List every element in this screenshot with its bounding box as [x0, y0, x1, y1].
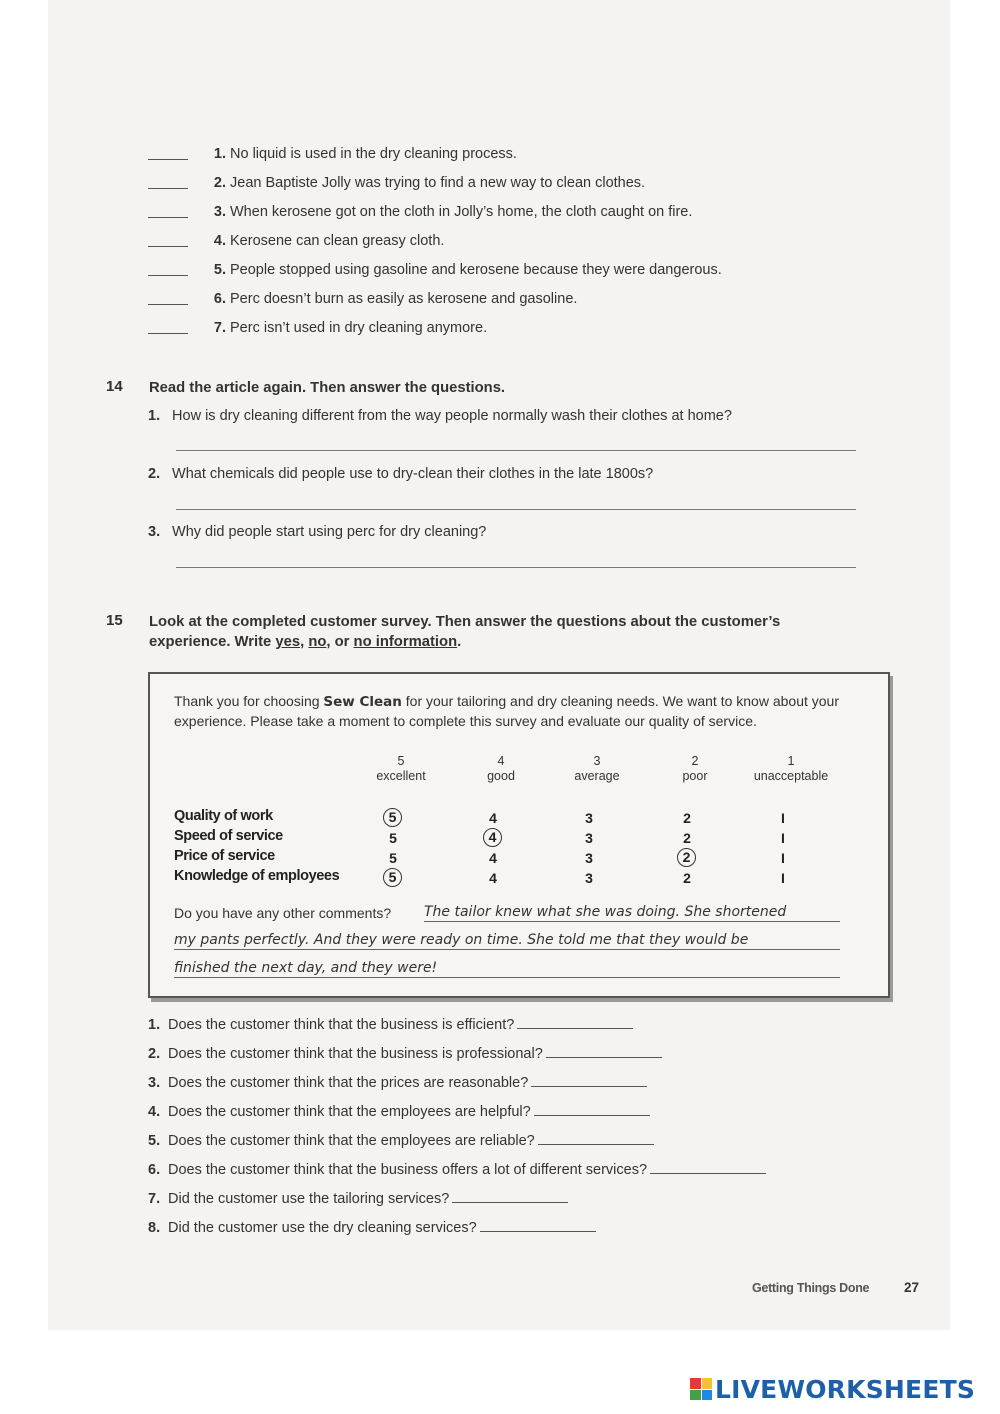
- answer-line-q2[interactable]: [176, 509, 856, 510]
- handwritten-comment-line: my pants perfectly. And they were ready on time. She told me that they would be: [174, 932, 840, 950]
- logo-tile: [702, 1390, 713, 1401]
- rating-value: 2: [683, 830, 691, 846]
- scale-header: 3 average: [574, 754, 620, 783]
- rating-value: 3: [585, 830, 593, 846]
- rating-value: 3: [585, 850, 593, 866]
- answer-blank[interactable]: [546, 1045, 662, 1058]
- rating-value: I: [781, 830, 785, 846]
- tf-answer-blank[interactable]: [148, 246, 188, 247]
- criterion-label: Price of service: [174, 848, 275, 864]
- section-15-instruction: Look at the completed customer survey. Then answer the questions about the customer’s experience. Write yes, no, or no information.: [149, 614, 781, 650]
- brand-name: Sew Clean: [323, 694, 402, 710]
- footer-unit-title: Getting Things Done: [752, 1281, 870, 1295]
- page-number: 27: [904, 1280, 920, 1295]
- rating-value: I: [781, 870, 785, 886]
- logo-tile: [690, 1378, 701, 1389]
- handwritten-comment-line: finished the next day, and they were!: [174, 960, 840, 978]
- survey-question: 3. Does the customer think that the prices are reasonable?: [148, 1074, 647, 1091]
- scale-header: 2 poor: [682, 754, 708, 783]
- liveworksheets-logo: [690, 1374, 975, 1404]
- survey-question: 1. Does the customer think that the business is efficient?: [148, 1016, 633, 1033]
- section-15-number: 15: [106, 612, 123, 629]
- tf-answer-blank[interactable]: [148, 188, 188, 189]
- criterion-label: Quality of work: [174, 808, 273, 824]
- survey-question: 7. Did the customer use the tailoring services?: [148, 1190, 568, 1207]
- answer-line-q3[interactable]: [176, 567, 856, 568]
- tf-answer-blank[interactable]: [148, 159, 188, 160]
- selected-rating: 4: [483, 828, 502, 847]
- rating-value: 4: [489, 810, 497, 826]
- survey-question: 8. Did the customer use the dry cleaning services?: [148, 1219, 596, 1236]
- survey-intro: Thank you for choosing Sew Clean for your tailoring and dry cleaning needs. We want to know about your experience. Please take a moment to complete this survey and evaluate our quality of service.: [174, 693, 839, 729]
- answer-blank[interactable]: [517, 1016, 633, 1029]
- rating-value: 4: [489, 850, 497, 866]
- rating-value: 4: [489, 870, 497, 886]
- answer-blank[interactable]: [452, 1190, 568, 1203]
- criterion-label: Knowledge of employees: [174, 868, 340, 884]
- tf-answer-blank[interactable]: [148, 217, 188, 218]
- answer-blank[interactable]: [650, 1161, 766, 1174]
- rating-value: 5: [389, 830, 397, 846]
- rating-value: 5: [389, 850, 397, 866]
- rating-value: I: [781, 810, 785, 826]
- scale-header: 4 good: [487, 754, 515, 783]
- survey-question: 4. Does the customer think that the employees are helpful?: [148, 1103, 650, 1120]
- answer-blank[interactable]: [531, 1074, 647, 1087]
- rating-value: 3: [585, 810, 593, 826]
- rating-value: 2: [683, 810, 691, 826]
- selected-rating: 2: [677, 848, 696, 867]
- section-14-number: 14: [106, 378, 123, 395]
- survey-question: 6. Does the customer think that the business offers a lot of different services?: [148, 1161, 766, 1178]
- comments-label: Do you have any other comments?: [174, 905, 392, 921]
- section-14-instruction: Read the article again. Then answer the questions.: [149, 380, 506, 396]
- logo-tile: [702, 1378, 713, 1389]
- tf-answer-blank[interactable]: [148, 333, 188, 334]
- survey-question: 5. Does the customer think that the employees are reliable?: [148, 1132, 654, 1149]
- liveworksheets-wordmark: LIVEWORKSHEETS: [715, 1374, 976, 1404]
- tf-answer-blank[interactable]: [148, 275, 188, 276]
- answer-blank[interactable]: [538, 1132, 654, 1145]
- worksheet-page: [48, 0, 950, 1330]
- rating-value: 3: [585, 870, 593, 886]
- answer-blank[interactable]: [480, 1219, 596, 1232]
- scale-header: 5 excellent: [376, 754, 426, 783]
- selected-rating: 5: [383, 868, 402, 887]
- scale-header: 1 unacceptable: [753, 754, 829, 783]
- answer-line-q1[interactable]: [176, 450, 856, 451]
- answer-blank[interactable]: [534, 1103, 650, 1116]
- selected-rating: 5: [383, 808, 402, 827]
- section-14-question: 1. How is dry cleaning different from the way people normally wash their clothes at home?: [148, 408, 732, 424]
- tf-answer-blank[interactable]: [148, 304, 188, 305]
- logo-tile: [690, 1390, 701, 1401]
- survey-question: 2. Does the customer think that the business is professional?: [148, 1045, 662, 1062]
- rating-value: 2: [683, 870, 691, 886]
- section-14-question: 3. Why did people start using perc for dry cleaning?: [148, 524, 487, 540]
- section-14-question: 2. What chemicals did people use to dry-clean their clothes in the late 1800s?: [148, 466, 654, 482]
- customer-survey-card: [148, 672, 890, 998]
- criterion-label: Speed of service: [174, 828, 283, 844]
- rating-value: I: [781, 850, 785, 866]
- liveworksheets-logo-icon: [690, 1378, 712, 1400]
- handwritten-comment-line: The tailor knew what she was doing. She shortened: [424, 904, 840, 922]
